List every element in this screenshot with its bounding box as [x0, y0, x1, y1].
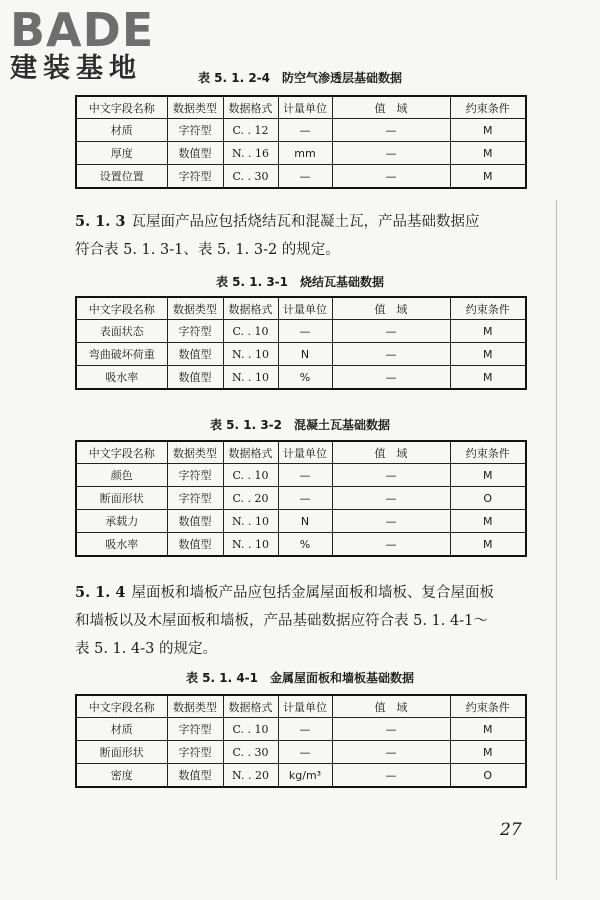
data-format-cell: C. . 10 — [223, 464, 278, 487]
domain-cell: — — [332, 510, 450, 533]
data-table — [75, 440, 527, 557]
unit-cell: — — [278, 165, 332, 189]
domain-cell: — — [332, 366, 450, 390]
domain-cell: — — [332, 533, 450, 557]
unit-cell: — — [278, 741, 332, 764]
constraint-cell: O — [450, 487, 526, 510]
unit-cell: N — [278, 343, 332, 366]
table-row — [76, 741, 526, 764]
table-row — [76, 165, 526, 189]
field-name-cell: 断面形状 — [76, 741, 167, 764]
constraint-cell: M — [450, 533, 526, 557]
unit-cell: — — [278, 320, 332, 343]
domain-cell: — — [332, 764, 450, 788]
unit-cell: N — [278, 510, 332, 533]
clause-paragraph — [75, 208, 535, 264]
table-row — [76, 366, 526, 390]
header-cell: 数据格式 — [223, 96, 278, 119]
header-cell: 值 域 — [332, 96, 450, 119]
constraint-cell: O — [450, 764, 526, 788]
domain-cell: — — [332, 464, 450, 487]
header-cell: 数据类型 — [167, 441, 223, 464]
table-row — [76, 533, 526, 557]
data-type-cell: 数值型 — [167, 142, 223, 165]
header-cell: 数据格式 — [223, 297, 278, 320]
domain-cell: — — [332, 487, 450, 510]
data-table — [75, 296, 527, 390]
section-number: 5. 1. 3 — [75, 213, 126, 230]
clause-paragraph — [75, 579, 535, 663]
header-cell: 值 域 — [332, 297, 450, 320]
data-type-cell: 字符型 — [167, 165, 223, 189]
domain-cell: — — [332, 142, 450, 165]
field-name-cell: 断面形状 — [76, 487, 167, 510]
data-format-cell: N. . 10 — [223, 366, 278, 390]
constraint-cell: M — [450, 343, 526, 366]
data-type-cell: 数值型 — [167, 510, 223, 533]
field-name-cell: 弯曲破坏荷重 — [76, 343, 167, 366]
constraint-cell: M — [450, 320, 526, 343]
table-row — [76, 142, 526, 165]
data-type-cell: 字符型 — [167, 487, 223, 510]
field-name-cell: 厚度 — [76, 142, 167, 165]
domain-cell: — — [332, 718, 450, 741]
table-row — [76, 718, 526, 741]
unit-cell: — — [278, 464, 332, 487]
table-row — [76, 464, 526, 487]
table-row — [76, 510, 526, 533]
paragraph-line: 表 5. 1. 4-3 的规定。 — [75, 641, 217, 657]
data-format-cell: C. . 10 — [223, 320, 278, 343]
header-cell: 数据格式 — [223, 695, 278, 718]
table-row — [76, 343, 526, 366]
header-cell: 中文字段名称 — [76, 297, 167, 320]
section-number: 5. 1. 4 — [75, 584, 126, 601]
data-type-cell: 字符型 — [167, 718, 223, 741]
header-cell: 值 域 — [332, 695, 450, 718]
unit-cell: kg/m³ — [278, 764, 332, 788]
table-row — [76, 764, 526, 788]
field-name-cell: 颜色 — [76, 464, 167, 487]
header-cell: 数据类型 — [167, 297, 223, 320]
domain-cell: — — [332, 741, 450, 764]
data-format-cell: N. . 10 — [223, 533, 278, 557]
constraint-cell: M — [450, 366, 526, 390]
paragraph-line: 和墙板以及木屋面板和墙板，产品基础数据应符合表 5. 1. 4-1～ — [75, 613, 488, 629]
table-header-row — [76, 96, 526, 119]
constraint-cell: M — [450, 165, 526, 189]
table-row — [76, 119, 526, 142]
data-type-cell: 字符型 — [167, 119, 223, 142]
header-cell: 约束条件 — [450, 297, 526, 320]
field-name-cell: 材质 — [76, 718, 167, 741]
data-type-cell: 字符型 — [167, 320, 223, 343]
data-type-cell: 字符型 — [167, 464, 223, 487]
scan-edge-line — [556, 200, 557, 880]
header-cell: 值 域 — [332, 441, 450, 464]
table-caption: 表 5. 1. 3-1 烧结瓦基础数据 — [215, 275, 385, 289]
paragraph-text: 瓦屋面产品应包括烧结瓦和混凝土瓦，产品基础数据应 — [131, 214, 480, 230]
table-row — [76, 487, 526, 510]
paragraph-line — [75, 208, 535, 236]
table-caption: 表 5. 1. 3-2 混凝土瓦基础数据 — [209, 418, 391, 432]
header-cell: 数据格式 — [223, 441, 278, 464]
field-name-cell: 密度 — [76, 764, 167, 788]
logo-subtitle: 建装基地 — [10, 53, 142, 84]
constraint-cell: M — [450, 510, 526, 533]
paragraph-line — [75, 579, 535, 607]
field-name-cell: 表面状态 — [76, 320, 167, 343]
unit-cell: — — [278, 487, 332, 510]
data-type-cell: 数值型 — [167, 343, 223, 366]
header-cell: 中文字段名称 — [76, 695, 167, 718]
data-format-cell: C. . 30 — [223, 741, 278, 764]
data-format-cell: N. . 10 — [223, 510, 278, 533]
constraint-cell: M — [450, 464, 526, 487]
table-caption: 表 5. 1. 2-4 防空气渗透层基础数据 — [197, 71, 403, 85]
data-format-cell: N. . 16 — [223, 142, 278, 165]
logo-wordmark: BADE — [10, 3, 155, 57]
data-type-cell: 数值型 — [167, 366, 223, 390]
header-cell: 计量单位 — [278, 695, 332, 718]
field-name-cell: 吸水率 — [76, 366, 167, 390]
data-format-cell: C. . 12 — [223, 119, 278, 142]
header-cell: 约束条件 — [450, 695, 526, 718]
constraint-cell: M — [450, 119, 526, 142]
constraint-cell: M — [450, 142, 526, 165]
unit-cell: % — [278, 366, 332, 390]
paragraph-line: 符合表 5. 1. 3-1、表 5. 1. 3-2 的规定。 — [75, 242, 340, 258]
unit-cell: — — [278, 718, 332, 741]
page-number: 27 — [500, 820, 522, 840]
data-format-cell: N. . 20 — [223, 764, 278, 788]
domain-cell: — — [332, 119, 450, 142]
header-cell: 中文字段名称 — [76, 96, 167, 119]
header-cell: 数据类型 — [167, 96, 223, 119]
field-name-cell: 材质 — [76, 119, 167, 142]
header-cell: 数据类型 — [167, 695, 223, 718]
constraint-cell: M — [450, 718, 526, 741]
constraint-cell: M — [450, 741, 526, 764]
data-type-cell: 字符型 — [167, 741, 223, 764]
unit-cell: % — [278, 533, 332, 557]
table-header-row — [76, 297, 526, 320]
data-format-cell: C. . 30 — [223, 165, 278, 189]
unit-cell: — — [278, 119, 332, 142]
data-format-cell: C. . 20 — [223, 487, 278, 510]
data-table — [75, 95, 527, 189]
data-type-cell: 数值型 — [167, 533, 223, 557]
domain-cell: — — [332, 320, 450, 343]
data-table — [75, 694, 527, 788]
header-cell: 计量单位 — [278, 441, 332, 464]
paragraph-text: 屋面板和墙板产品应包括金属屋面板和墙板、复合屋面板 — [131, 585, 494, 601]
data-format-cell: N. . 10 — [223, 343, 278, 366]
unit-cell: mm — [278, 142, 332, 165]
table-header-row — [76, 441, 526, 464]
data-type-cell: 数值型 — [167, 764, 223, 788]
domain-cell: — — [332, 343, 450, 366]
header-cell: 约束条件 — [450, 441, 526, 464]
table-row — [76, 320, 526, 343]
table-caption: 表 5. 1. 4-1 金属屋面板和墙板基础数据 — [185, 671, 415, 685]
domain-cell: — — [332, 165, 450, 189]
header-cell: 中文字段名称 — [76, 441, 167, 464]
table-header-row — [76, 695, 526, 718]
header-cell: 约束条件 — [450, 96, 526, 119]
header-cell: 计量单位 — [278, 297, 332, 320]
field-name-cell: 承载力 — [76, 510, 167, 533]
data-format-cell: C. . 10 — [223, 718, 278, 741]
field-name-cell: 设置位置 — [76, 165, 167, 189]
header-cell: 计量单位 — [278, 96, 332, 119]
field-name-cell: 吸水率 — [76, 533, 167, 557]
